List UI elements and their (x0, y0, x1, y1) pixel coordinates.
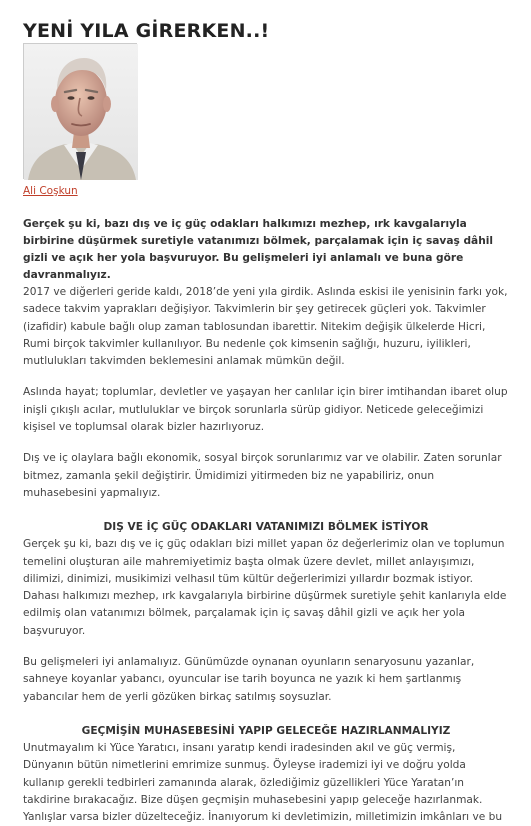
section-heading-1: DIŞ VE İÇ GÜÇ ODAKLARI VATANIMIZI BÖLMEK İSTİYOR (103, 521, 429, 534)
paragraph-4: Gerçek şu ki, bazı dış ve iç güç odakları bizi millet yapan öz değerlerimiz olan ve toplumun temelini oluşturan aile mahremiyetimiz başta olmak üzere devlet, millet anlayışımızı, dilimizi, dinimizi, musikimizi velhasıl tüm kültür değerlerimizi yıllardır bozmak istiyor. Dahası halkımızı mezhep, ırk kavgalarıyla birbirine düşürmek suretiyle şehit kanlarıyla elde edilmiş olan vatanımızı bölmek, parçalamak için iç savaş dâhil gizli ve açık her yola başvuruyor. (23, 538, 507, 637)
paragraph-2: Aslında hayat; toplumlar, devletler ve yaşayan her canlılar için birer imtihandan ibaret olup inişli çıkışlı acılar, mutluluklar ve birçok sorunlarla sürüp gidiyor. Neticede geleceğimizi kişisel ve toplumsal olarak bizler hazırlıyoruz. (23, 386, 508, 434)
paragraph-5: Bu gelişmeleri iyi anlamalıyız. Günümüzde oynanan oyunların senaryosunu yazanlar, sahneye koyanlar yabancı, oyuncular ise tarih boyunca ne yazık ki hem şartlanmış yabancılar hem de yerli gözüken birkaç satılmış soysuzlar. (23, 656, 475, 703)
paragraph-6: Unutmayalım ki Yüce Yaratıcı, insanı yaratıp kendi iradesinden akıl ve güç vermiş, Dünyanın bütün nimetlerini emrimize sunmuş. Öyleyse irademizi iyi ve doğru yolda kullanıp gerekli tedbirleri zamanında alarak, özlediğimiz güzellikleri Yüce Yaratan’ın takdirine bırakacağız. Bize düşen geçmişin muhasebesini yapıp geleceğe hazırlanmak. Yanlışlar varsa bizler düzelteceğiz. İnanıyorum ki devletimizin, milletimizin imkânları ve bu (23, 741, 503, 824)
article-title: YENİ YILA GİRERKEN..! (23, 20, 270, 42)
paragraph-3: Dış ve iç olaylara bağlı ekonomik, sosyal birçok sorunlarımız var ve olabilir. Zaten sorunlar bitmez, zamanla şekil değiştirir. Ümidimizi yitirmeden biz ne yapabiliriz, onun muhasebesini yapmalıyız. (23, 452, 502, 499)
article-lead: Gerçek şu ki, bazı dış ve iç güç odakları halkımızı mezhep, ırk kavgalarıyla birbirine düşürmek suretiyle vatanımızı bölmek, parçalamak için iç savaş dâhil gizli ve açık her yola başvuruyor. Bu gelişmeleri iyi anlamalı ve buna göre davranmalıyız. (23, 218, 494, 281)
author-photo (23, 43, 137, 179)
author-link[interactable]: Ali Coşkun (23, 185, 78, 197)
section-heading-2: GEÇMİŞİN MUHASEBESİNİ YAPIP GELECEĞE HAZIRLANMALIYIZ (81, 724, 451, 737)
author-byline (23, 185, 509, 197)
paragraph-1: 2017 ve diğerleri geride kaldı, 2018’de yeni yıla girdik. Aslında eskisi ile yenisinin farkı yok, sadece takvim yaprakları değişiyor. Takvimlerin bir şey getirecek güçleri yok. Takvimler (izafidir) kabule bağlı olup zaman tablosundan ibarettir. Nitekim değişik ülkelerde Hicri, Rumi birçok takvimler kullanılıyor. Bu nedenle çok kimsenin sağlığı, huzuru, iyilikleri, mutlulukları takvimden beklemesini anlamak mümkün değil. (23, 286, 508, 368)
